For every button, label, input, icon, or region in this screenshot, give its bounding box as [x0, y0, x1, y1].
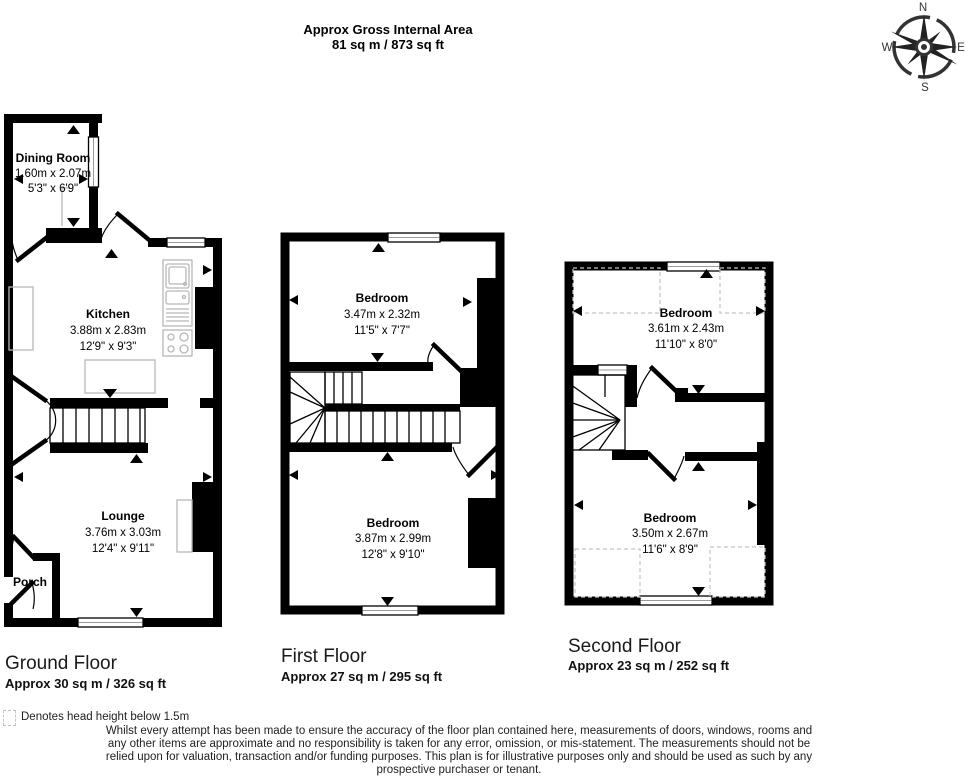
- sf-bedroom2-metric: 3.50m x 2.67m: [631, 528, 709, 540]
- first-floor-area: Approx 27 sq m / 295 sq ft: [281, 669, 443, 684]
- ground-floor-room-labels: [13, 151, 161, 589]
- disclaimer: [0, 725, 918, 776]
- total-area: 81 sq m / 873 sq ft: [332, 37, 444, 52]
- compass-s-label: S: [921, 82, 929, 94]
- ground-floor-title: Ground Floor: [5, 653, 117, 674]
- compass-dot: [921, 44, 927, 50]
- porch-name: Porch: [12, 575, 48, 589]
- second-floor-title: Second Floor: [568, 636, 682, 657]
- fireplace-surround: [177, 500, 192, 552]
- kitchen-metric: 3.88m x 2.83m: [69, 325, 147, 337]
- disclaimer-line-4: prospective purchaser or tenant.: [376, 764, 542, 776]
- ff-bedroom1-metric: 3.47m x 2.32m: [343, 309, 421, 321]
- compass-n-label: N: [918, 2, 928, 14]
- ground-floor-stairs: [50, 408, 145, 443]
- first-floor-title: First Floor: [281, 646, 367, 667]
- hob-icon: [163, 330, 192, 356]
- disclaimer-line-2: any other items are approximate and no responsibility is taken for any error, omission, or mis-statement. The measurements should not be: [107, 738, 811, 750]
- page-title: Approx Gross Internal Area: [303, 22, 473, 37]
- lounge-imperial: 12'4" x 9'11": [91, 543, 155, 555]
- lounge-name: Lounge: [101, 509, 145, 523]
- second-floor-plan: [565, 252, 780, 614]
- ground-floor-area: Approx 30 sq m / 326 sq ft: [5, 676, 167, 691]
- sink-icon: [163, 260, 192, 326]
- ff-bedroom2-metric: 3.87m x 2.99m: [354, 533, 432, 545]
- ff-bedroom2-imperial: 12'8" x 9'10": [361, 549, 425, 561]
- second-floor-area: Approx 23 sq m / 252 sq ft: [568, 658, 730, 673]
- dining-room-metric: 1.60m x 2.07m: [14, 168, 92, 180]
- lounge-metric: 3.76m x 3.03m: [84, 527, 162, 539]
- head-height-legend-icon: [3, 710, 16, 726]
- first-floor-plan: [280, 225, 510, 625]
- sf-bedroom2-imperial: 11'6" x 8'9": [642, 544, 698, 556]
- ff-bedroom1-name: Bedroom: [355, 291, 409, 305]
- sf-bedroom1-name: Bedroom: [659, 306, 713, 320]
- disclaimer-line-1: Whilst every attempt has been made to ensure the accuracy of the floor plan contained here, measurements of doors, windows, rooms and: [105, 725, 813, 737]
- kitchen-table: [85, 360, 155, 393]
- sf-bedroom1-imperial: 11'10" x 8'0": [654, 339, 718, 351]
- dining-room-imperial: 5'3" x 6'9": [27, 183, 79, 195]
- ff-bedroom1-imperial: 11'5" x 7'7": [354, 325, 410, 337]
- sf-bedroom1-metric: 3.61m x 2.43m: [647, 323, 725, 335]
- head-height-legend-text: Denotes head height below 1.5m: [21, 711, 190, 723]
- sf-bedroom2-name: Bedroom: [643, 511, 697, 525]
- disclaimer-line-3: relied upon for valuation, transaction and/or funding purposes. This plan is for illustrative purposes only and should be used as such by any: [105, 751, 813, 763]
- kitchen-imperial: 12'9" x 9'3": [79, 341, 137, 353]
- kitchen-name: Kitchen: [85, 307, 131, 321]
- compass-w-label: W: [881, 42, 893, 54]
- compass-rose: [876, 0, 968, 100]
- dining-room-name: Dining Room: [15, 151, 91, 165]
- ff-bedroom2-name: Bedroom: [366, 516, 420, 530]
- header: [188, 22, 588, 52]
- ground-floor-plan: [0, 108, 235, 633]
- compass-e-label: E: [957, 42, 965, 54]
